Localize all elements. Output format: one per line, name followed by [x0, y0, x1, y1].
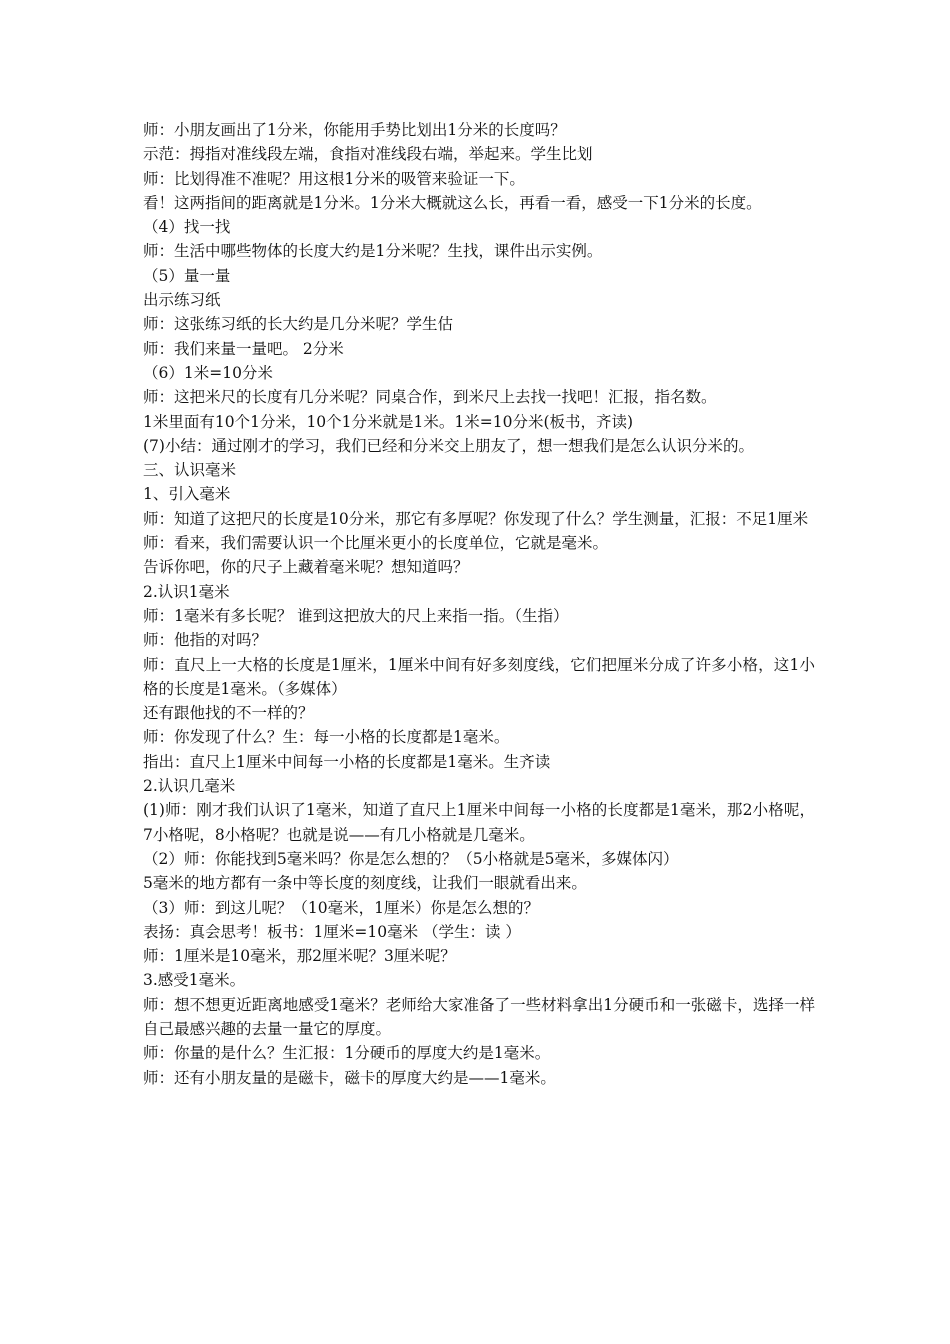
text-line: 师：1厘米是10毫米，那2厘米呢？3厘米呢？: [143, 947, 456, 966]
text-line: 还有跟他找的不一样的？: [143, 704, 314, 723]
text-line: 5毫米的地方都有一条中等长度的刻度线，让我们一眼就看出来。: [143, 874, 587, 893]
section-heading: 三、认识毫米: [143, 461, 237, 480]
text-line: 师：你量的是什么？生汇报：1分硬币的厚度大约是1毫米。: [143, 1044, 551, 1063]
document-page: [143, 118, 815, 1090]
text-line: 出示练习纸: [143, 291, 221, 310]
section-heading: 3.感受1毫米。: [143, 971, 246, 990]
text-line: 师：看来，我们需要认识一个比厘米更小的长度单位，它就是毫米。: [143, 534, 609, 553]
text-line: 师：小朋友画出了1分米，你能用手势比划出1分米的长度吗？: [143, 121, 566, 139]
text-line: (1)师：刚才我们认识了1毫米，知道了直尺上1厘米中间每一小格的长度都是1毫米，那2小格呢，7小格呢，8小格呢？也就是说——有几小格就是几毫米。: [143, 801, 815, 844]
section-heading: 2.认识1毫米: [143, 582, 230, 601]
text-line: 师：1毫米有多长呢？ 谁到这把放大的尺上来指一指。（生指）: [143, 606, 569, 625]
text-line: 指出：直尺上1厘米中间每一小格的长度都是1毫米。生齐读: [143, 752, 551, 771]
text-line: （2）师：你能找到5毫米吗？你是怎么想的？（5小格就是5毫米，多媒体闪）: [143, 849, 679, 868]
text-line: 师：知道了这把尺的长度是10分米，那它有多厚呢？你发现了什么？学生测量，汇报：不足1厘米: [143, 509, 809, 528]
section-heading: （4）找一找: [143, 218, 231, 237]
text-line: 看！这两指间的距离就是1分米。1分米大概就这么长，再看一看，感受一下1分米的长度。: [143, 193, 762, 212]
text-line: 师：你发现了什么？生：每一小格的长度都是1毫米。: [143, 728, 510, 747]
section-heading: （6）1米=10分米: [143, 363, 273, 382]
text-line: 师：想不想更近距离地感受1毫米？老师给大家准备了一些材料拿出1分硬币和一张磁卡，选择一样自己最感兴趣的去量一量它的厚度。: [143, 995, 815, 1038]
text-line: 师：直尺上一大格的长度是1厘米，1厘米中间有好多刻度线，它们把厘米分成了许多小格，这1小格的长度是1毫米。（多媒体）: [143, 655, 815, 698]
text-line: 示范：拇指对准线段左端，食指对准线段右端，举起来。学生比划: [143, 145, 593, 164]
text-line: 师：我们来量一量吧。 2分米: [143, 339, 344, 358]
text-line: 师：还有小朋友量的是磁卡，磁卡的厚度大约是——1毫米。: [143, 1068, 556, 1087]
text-line: 师：这张练习纸的长大约是几分米呢？学生估: [143, 315, 454, 334]
text-line: （3）师：到这儿呢？（10毫米，1厘米）你是怎么想的？: [143, 898, 539, 917]
text-line: 表扬：真会思考！板书：1厘米=10毫米 （学生：读 ）: [143, 922, 521, 941]
text-line: 师：这把米尺的长度有几分米呢？同桌合作，到米尺上去找一找吧！汇报，指名数。: [143, 388, 717, 407]
section-heading: 2.认识几毫米: [143, 777, 236, 796]
text-line: 师：他指的对吗？: [143, 631, 268, 650]
text-line: 告诉你吧，你的尺子上藏着毫米呢？想知道吗？: [143, 558, 469, 577]
text-line: (7)小结：通过刚才的学习，我们已经和分米交上朋友了，想一想我们是怎么认识分米的。: [143, 436, 754, 455]
text-line: 师：生活中哪些物体的长度大约是1分米呢？生找，课件出示实例。: [143, 242, 603, 261]
section-heading: 1、引入毫米: [143, 485, 231, 504]
text-line: 师：比划得准不准呢？用这根1分米的吸管来验证一下。: [143, 169, 525, 188]
text-line: 1米里面有10个1分米，10个1分米就是1米。1米=10分米(板书，齐读): [143, 412, 634, 431]
section-heading: （5）量一量: [143, 266, 231, 285]
